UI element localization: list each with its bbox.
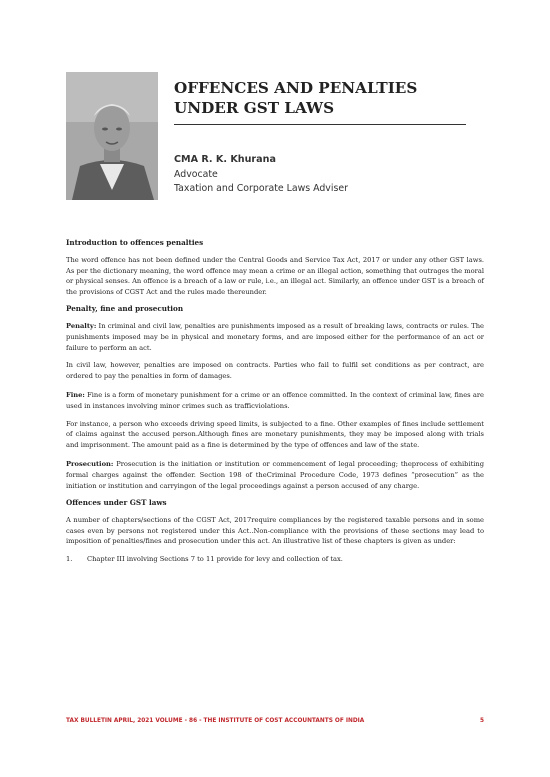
- intro-paragraph: The word offence has not been defined under the Central Goods and Service Tax Act, 2017 or under any other GST laws. As per the dictionary meaning, the word offence may mean a crime or an illegal action, something that outrages the moral or physical senses. An offence is a breach of a law or rule, i.e., an illegal act. Similarly, an offence under GST is a breach of the provisions of CGST Act and the rules made thereunder.: [66, 256, 484, 296]
- fine-example-paragraph: For instance, a person who exceeds driving speed limits, is subjected to a fine. Other examples of fines include settlement of claims against the accused person.Although fines are monetary punishments, they may be imposed along with trials and imprisonment. The amount paid as a fine is determined by the type of offences and law of the state.: [66, 419, 484, 449]
- list-item-text: Chapter III involving Sections 7 to 11 provide for levy and collection of tax.: [87, 554, 343, 563]
- title-divider: [174, 124, 466, 125]
- penalty-term: Penalty:: [66, 322, 97, 331]
- fine-text: Fine is a form of monetary punishment for a crime or an offence committed. In the context of criminal law, fines are used in instances involving minor crimes such as trafficviolations.: [66, 391, 484, 410]
- civil-law-paragraph: In civil law, however, penalties are imposed on contracts. Parties who fail to fulfil set conditions as per contract, are ordered to pay the penalties in form of damages.: [66, 361, 484, 380]
- fine-term: Fine:: [66, 391, 85, 400]
- gst-offences-paragraph: A number of chapters/sections of the CGST Act, 2017require compliances by the registered taxable persons and in some cases even by persons not registered under this Act..Non-compliance with the provisions of these sections may lead to imposition of penalties/fines and prosecution under this act. An illustrative list of these chapters is given as under:: [66, 516, 484, 546]
- author-photo: [66, 72, 158, 200]
- list-item-number: 1.: [66, 554, 73, 563]
- page-number: 5: [479, 718, 484, 724]
- section-heading-penalty: Penalty, fine and prosecution: [66, 304, 184, 314]
- section-heading-gst-offences: Offences under GST laws: [66, 498, 167, 508]
- article-title: OFFENCES AND PENALTIES UNDER GST LAWS: [174, 79, 418, 117]
- chapter-list: [66, 554, 484, 565]
- author-block: [174, 152, 474, 196]
- author-name: CMA R. K. Khurana: [174, 154, 276, 165]
- article-body: [66, 238, 484, 564]
- page-footer: [66, 718, 484, 724]
- penalty-text: In criminal and civil law, penalties are punishments imposed as a result of breaking laws, contracts or rules. The punishments imposed may be in physical and monetary forms, and are imposed either for the performance of an act or failure to perform an act.: [66, 322, 484, 352]
- prosecution-term: Prosecution:: [66, 460, 114, 469]
- section-heading-introduction: Introduction to offences penalties: [66, 238, 204, 247]
- author-role-adviser: Taxation and Corporate Laws Adviser: [174, 183, 348, 194]
- fine-paragraph: [66, 390, 484, 411]
- list-item: [66, 554, 484, 565]
- footer-publication: TAX BULLETIN APRIL, 2021 VOLUME - 86 - THE INSTITUTE OF COST ACCOUNTANTS OF INDIA: [66, 718, 365, 724]
- prosecution-paragraph: [66, 459, 484, 491]
- prosecution-text: Prosecution is the initiation or institution or commencement of legal proceeding; theprocess of exhibiting formal charges against the offender. Section 198 of theCriminal Procedure Code, 1973 defines “prosecution” as the initiation or institution and carryingon of the legal proceedings against a person accused of any charge.: [66, 460, 484, 490]
- author-role-advocate: Advocate: [174, 169, 218, 180]
- penalty-paragraph: [66, 321, 484, 353]
